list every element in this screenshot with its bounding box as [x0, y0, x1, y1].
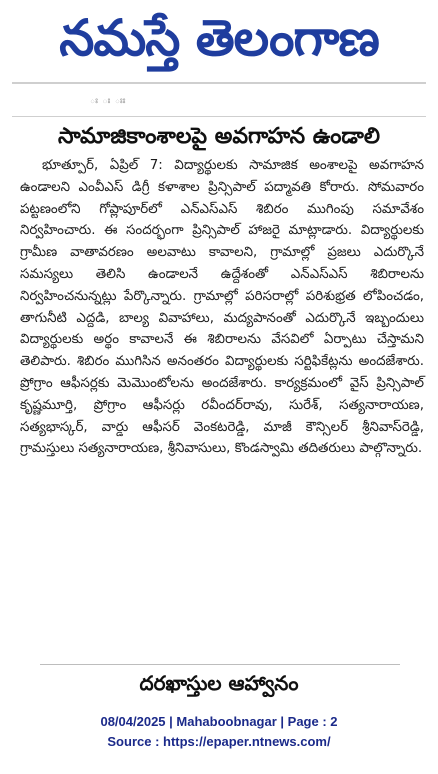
masthead: [0, 0, 438, 80]
article-body: [20, 155, 424, 460]
next-article-headline: దరఖాస్తుల ఆహ్వానం: [139, 671, 299, 695]
cut-off-text-line: ః ః ఃః: [90, 96, 128, 106]
section-divider: [40, 664, 400, 665]
masthead-title: నమస్తే తెలంగాణ: [59, 9, 379, 67]
headline-divider: [12, 116, 426, 117]
source-link[interactable]: Source : https://epaper.ntnews.com/: [107, 734, 331, 749]
edition-meta: 08/04/2025 | Mahaboobnagar | Page : 2: [100, 714, 338, 729]
article-paragraph: భూత్పూర్, ఏప్రిల్ 7: విద్యార్థులకు సామాజిక అంశాలపై అవగాహన ఉండాలని ఎంవీఎస్ డిగ్రీ కళాశాల ప్రిన్సిపాల్ పద్మావతి కోరారు. సోమవారం పట్టణంలోని గోప్లాపూర్‌లో ఎన్ఎస్ఎస్ శిబిరం ముగింపు సమావేశం నిర్వహించారు. ఈ సందర్భంగా ప్రిన్సిపాల్ హాజరై మాట్లాడారు. విద్యార్థులకు గ్రామీణ వాతావరణం అలవాటు కావాలని, గ్రామాల్లో ప్రజలు ఎదుర్కొనే సమస్యలు తెలిసి ఉండాలనే ఉద్దేశంతో ఎన్ఎస్ఎస్ శిబిరాలను నిర్వహించనున్నట్లు పేర్కొన్నారు. గ్రామాల్లో పరిసరాల్లో పరిశుభ్రత లోపించడం, తాగునీటి ఎద్దడి, బాల్య వివాహాలు, మద్యపానంతో ఎదుర్కొనే ఇబ్బందులు విద్యార్థులకు అర్థం కావాలనే ఈ శిబిరాలను వేసవిలో ఏర్పాటు చేస్తామని తెలిపారు. శిబిరం ముగిసిన అనంతరం విద్యార్థులకు సర్టిఫికేట్లను అందజేశారు. ప్రోగ్రాం ఆఫీసర్లకు మెమొంటోలను అందజేశారు. కార్యక్రమంలో వైస్ ప్రిన్సిపాల్ కృష్ణమూర్తి, ప్రోగ్రాం ఆఫీసర్లు రవీందర్‌రావు, సురేశ్, సత్యనారాయణ, సత్యభాస్కర్, వార్డు ఆఫీసర్ వెంకటరెడ్డి, మాజీ కౌన్సిలర్ శ్రీనివాస్‌రెడ్డి, గ్రామస్తులు సత్యనారాయణ, శ్రీనివాసులు, కొండస్వామి తదితరులు పాల్గొన్నారు.: [20, 158, 424, 457]
article-headline: సామాజికాంశాలపై అవగాహన ఉండాలి: [58, 124, 380, 149]
masthead-divider: [12, 82, 426, 84]
source-footer: [0, 712, 438, 752]
